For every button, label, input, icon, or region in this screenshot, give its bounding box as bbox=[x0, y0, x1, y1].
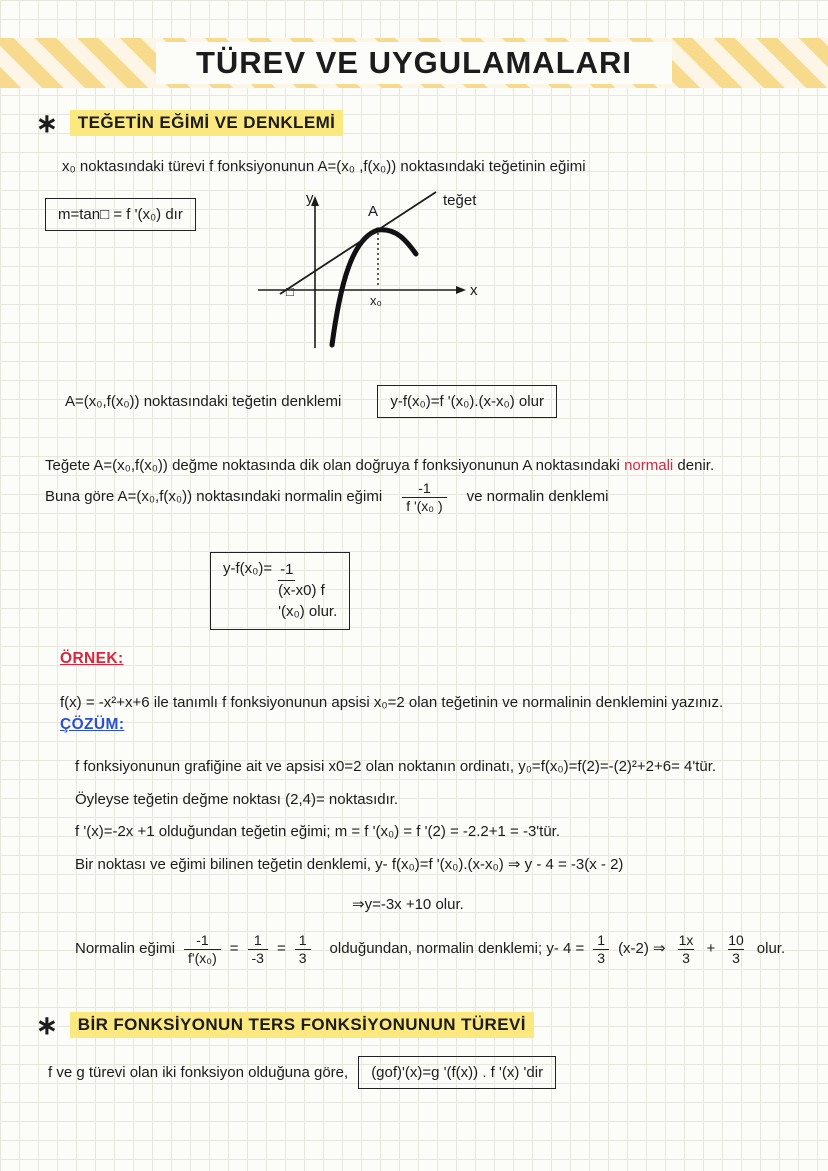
graph-tangent-label: teğet bbox=[443, 192, 477, 209]
solution-line-4: Bir noktası ve eğimi bilinen teğetin denklemi, y- f(x₀)=f '(x₀).(x-x₀) ⇒ y - 4 = -3(x - 2) bbox=[75, 856, 624, 873]
normal-eq-denominator-2: '(x₀) olur. bbox=[278, 602, 338, 620]
tangent-graph bbox=[240, 190, 490, 355]
nr-fraction-5 bbox=[675, 932, 698, 967]
nr-f6-num: 10 bbox=[728, 932, 744, 948]
normal-result-line bbox=[75, 932, 785, 967]
nr-fraction-4 bbox=[593, 932, 609, 967]
example-label: ÖRNEK: bbox=[60, 650, 124, 667]
solution-line-1: f fonksiyonunun grafiğine ait ve apsisi x0=2 olan noktanın ordinatı, y₀=f(x₀)=f(2)=-(2)²+2+6= 4'tür. bbox=[75, 758, 717, 775]
solution-line-5: ⇒y=-3x +10 olur. bbox=[352, 896, 464, 913]
tangent-statement-text: A=(x₀,f(x₀)) noktasındaki teğetin denklemi bbox=[65, 392, 342, 410]
graph-x0-label: x₀ bbox=[370, 293, 382, 308]
nr-text-1: Normalin eğimi bbox=[75, 940, 176, 958]
tangent-intro-text: x₀ noktasındaki türevi f fonksiyonunun A=(x₀ ,f(x₀)) noktasındaki teğetinin eğimi bbox=[62, 158, 586, 175]
nr-f6-den: 3 bbox=[728, 949, 744, 967]
tangency-point bbox=[375, 227, 380, 232]
normal-slope-line bbox=[45, 480, 608, 515]
normal-slope-post: ve normalin denklemi bbox=[466, 488, 609, 506]
nr-f1-num: -1 bbox=[196, 932, 209, 948]
asterisk-icon: ∗ bbox=[36, 108, 58, 138]
nr-f4-num: 1 bbox=[597, 932, 606, 948]
graph-point-a-label: A bbox=[368, 203, 379, 220]
tangent-line bbox=[280, 192, 436, 294]
nr-f3-num: 1 bbox=[298, 932, 307, 948]
section-inverse-title: BİR FONKSİYONUN TERS FONKSİYONUNUN TÜREVİ bbox=[70, 1012, 534, 1038]
nr-f4-den: 3 bbox=[593, 949, 609, 967]
nr-text-4: olduğundan, normalin denklemi; y- 4 = bbox=[329, 940, 585, 958]
nr-text-2: = bbox=[229, 940, 239, 958]
normal-eq-numerator: -1 bbox=[278, 560, 295, 581]
slope-formula-box: m=tan□ = f '(x₀) dır bbox=[45, 198, 196, 231]
solution-label: ÇÖZÜM: bbox=[60, 716, 125, 733]
graph-x-label: x bbox=[470, 282, 478, 299]
nr-text-3: = bbox=[276, 940, 286, 958]
normal-equation-box bbox=[210, 552, 350, 630]
nr-fraction-3 bbox=[295, 932, 311, 967]
example-problem-text: f(x) = -x²+x+6 ile tanımlı f fonksiyonunun apsisi x₀=2 olan teğetinin ve normalinin denklemini yazınız. bbox=[60, 694, 724, 711]
nr-f5-den: 3 bbox=[678, 949, 694, 967]
nr-text-5: (x-2) ⇒ bbox=[618, 940, 666, 958]
nr-f2-den: -3 bbox=[248, 949, 268, 967]
normal-slope-fraction bbox=[402, 480, 446, 515]
normal-def-post: denir. bbox=[673, 457, 715, 474]
normal-eq-lead: y-f(x₀)= bbox=[223, 560, 273, 577]
asterisk-icon: ∗ bbox=[36, 1010, 58, 1040]
normal-slope-pre: Buna göre A=(x₀,f(x₀)) noktasındaki normalin eğimi bbox=[45, 488, 383, 506]
solution-line-3: f '(x)=-2x +1 olduğundan teğetin eğimi; m = f '(x₀) = f '(2) = -2.2+1 = -3'tür. bbox=[75, 823, 561, 840]
inverse-formula-box: (gof)'(x)=g '(f(x)) . f '(x) 'dir bbox=[358, 1056, 556, 1089]
page-title: TÜREV VE UYGULAMALARI bbox=[156, 42, 672, 84]
tangent-equation-box: y-f(x₀)=f '(x₀).(x-x₀) olur bbox=[377, 385, 557, 418]
nr-fraction-6 bbox=[724, 932, 748, 967]
solution-line-2: Öyleyse teğetin değme noktası (2,4)= noktasıdır. bbox=[75, 791, 399, 808]
nr-f3-den: 3 bbox=[295, 949, 311, 967]
normal-eq-fraction bbox=[278, 560, 337, 622]
graph-y-label: y bbox=[306, 190, 314, 207]
title-banner bbox=[0, 38, 828, 88]
function-curve bbox=[332, 230, 416, 345]
tangent-equation-row bbox=[65, 385, 557, 418]
graph-angle-symbol: □ bbox=[286, 284, 294, 299]
nr-f2-num: 1 bbox=[253, 932, 262, 948]
inverse-rule-row bbox=[48, 1056, 556, 1089]
x-axis-arrow-icon bbox=[456, 286, 466, 294]
normal-def-keyword: normali bbox=[624, 457, 674, 474]
section-tangent-heading bbox=[36, 110, 343, 136]
normal-definition-paragraph bbox=[45, 455, 815, 477]
nr-text-6: + bbox=[706, 940, 716, 958]
nr-f5-num: 1x bbox=[678, 932, 694, 948]
normal-equation-content bbox=[223, 560, 337, 622]
normal-eq-denominator-1: (x-x0) f bbox=[278, 582, 325, 600]
normal-def-pre: Teğete A=(x₀,f(x₀)) değme noktasında dik olan doğruya f fonksiyonunun A noktasındaki bbox=[45, 457, 625, 474]
fraction-numerator: -1 bbox=[418, 480, 431, 496]
section-tangent-title: TEĞETİN EĞİMİ VE DENKLEMİ bbox=[70, 110, 343, 136]
section-inverse-heading bbox=[36, 1012, 534, 1038]
nr-f1-den: f'(x₀) bbox=[184, 949, 221, 967]
inverse-statement-text: f ve g türevi olan iki fonksiyon olduğuna göre, bbox=[48, 1063, 349, 1081]
fraction-denominator: f '(x₀ ) bbox=[402, 497, 446, 515]
nr-text-7: olur. bbox=[756, 940, 786, 958]
nr-fraction-2 bbox=[248, 932, 268, 967]
nr-fraction-1 bbox=[184, 932, 221, 967]
